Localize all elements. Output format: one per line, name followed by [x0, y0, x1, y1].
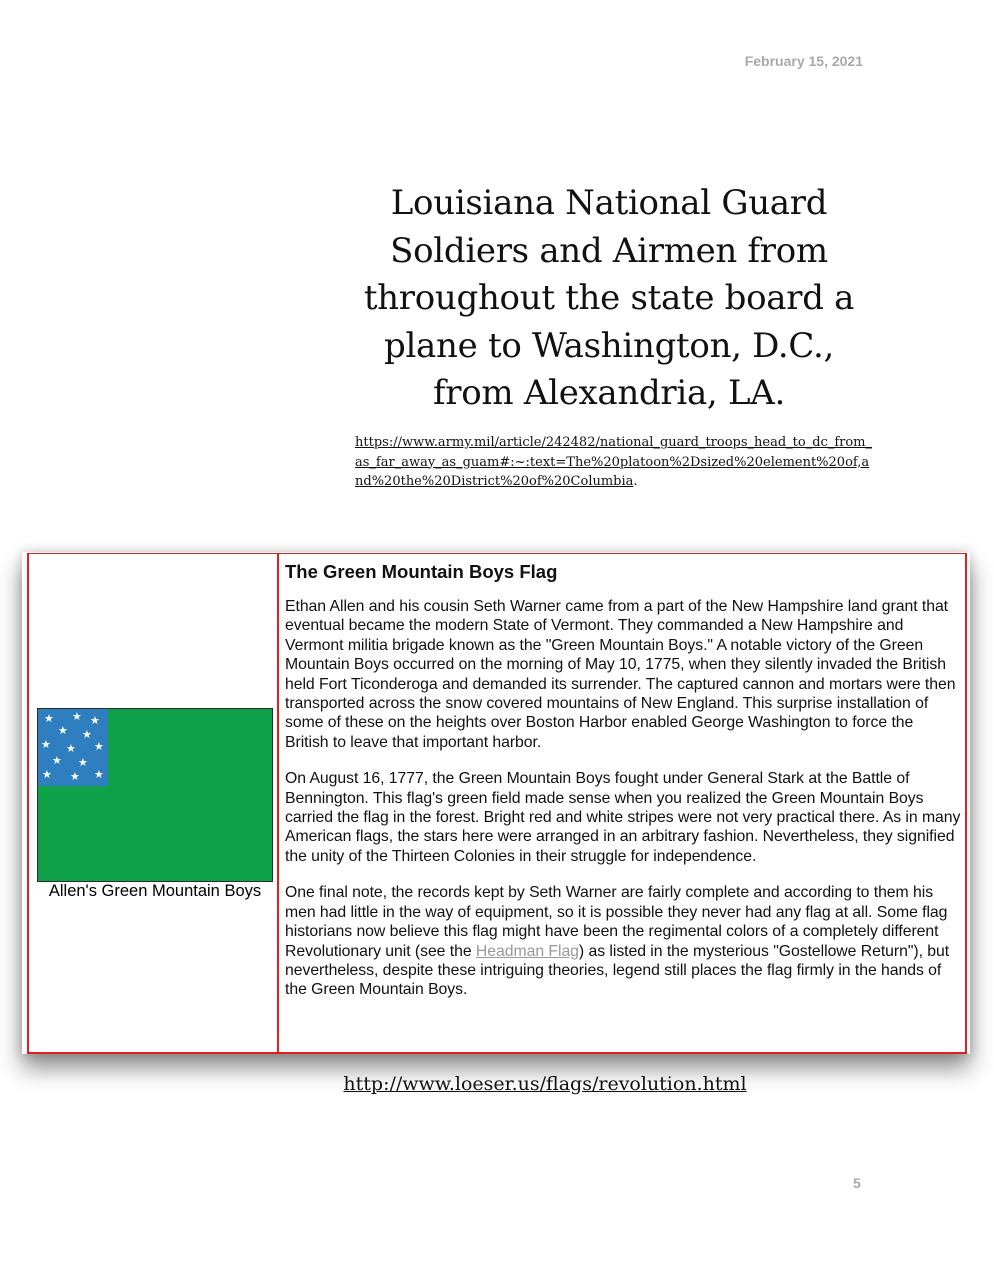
article-title: Louisiana National Guard Soldiers and Airmen from throughout the state board a plane to Washington, D.C., from Alexandria, LA.	[363, 183, 855, 413]
green-mountain-boys-flag	[37, 708, 273, 882]
star-icon: ★	[78, 756, 88, 769]
paragraph-3-after: ) as listed in the mysterious "Gostellowe Return"), but nevertheless, despite these intriguing theories, legend still places the flag firmly in the hands of the Green Mountain Boys.	[285, 942, 950, 999]
paragraph-1: Ethan Allen and his cousin Seth Warner came from a part of the New Hampshire land grant that eventual became the modern State of Vermont. They commanded a New Hampshire and Vermont militia brigade known as the "Green Mountain Boys." A notable victory of the Green Mountain Boys occurred on the morning of May 10, 1775, when they silently invaded the British held Fort Ticonderoga and demanded its surrender. The captured cannon and mortars were then transported across the snow covered mountains of New England. This surprise installation of some of these on the heights over Boston Harbor enabled George Washington to force the British to leave that important harbor.	[285, 598, 956, 751]
figure-heading: The Green Mountain Boys Flag	[285, 561, 558, 582]
figure-source-link[interactable]: http://www.loeser.us/flags/revolution.html	[343, 1073, 747, 1095]
star-icon: ★	[41, 738, 51, 751]
flag-caption: Allen's Green Mountain Boys	[48, 882, 262, 900]
star-icon: ★	[70, 770, 80, 783]
star-icon: ★	[82, 728, 92, 741]
page-number: 5	[853, 1175, 861, 1191]
source-citation	[355, 433, 875, 492]
star-icon: ★	[72, 710, 82, 723]
source-url-link[interactable]: https://www.army.mil/article/242482/national_guard_troops_head_to_dc_from_as_far_away_as_guam#:~:text=The%20platoon%2Dsized%20element%20of,and%20the%20District%20of%20Columbia	[355, 435, 873, 489]
star-icon: ★	[44, 712, 54, 725]
flag-figure-screenshot	[22, 552, 970, 1054]
figure-table-frame	[27, 553, 967, 1054]
star-icon: ★	[66, 742, 76, 755]
paragraph-3	[285, 883, 961, 999]
flag-description	[285, 561, 961, 1017]
star-icon: ★	[90, 714, 100, 727]
flag-canton	[38, 709, 108, 786]
star-icon: ★	[42, 768, 52, 781]
paragraph-3-before: One final note, the records kept by Seth Warner are fairly complete and according to them his men had little in the way of equipment, so it is possible they never had any flag at all. Some flag historians now believe this flag might have been the regimental colors of a completely different Revolutionary unit (see the	[285, 884, 948, 960]
star-icon: ★	[52, 754, 62, 767]
citation-period: .	[633, 474, 638, 489]
figure-source	[0, 1073, 994, 1095]
column-divider	[277, 554, 279, 1052]
star-icon: ★	[94, 740, 104, 753]
star-icon: ★	[94, 768, 104, 781]
document-date: February 15, 2021	[744, 53, 863, 69]
paragraph-2: On August 16, 1777, the Green Mountain Boys fought under General Stark at the Battle of Bennington. This flag's green field made sense when you realized the Green Mountain Boys carried the flag in the forest. Bright red and white stripes were not very practical there. As in many American flags, the stars here were arranged in an arbitrary fashion. Nevertheless, they signified the unity of the Thirteen Colonies in their struggle for independence.	[285, 770, 961, 865]
star-icon: ★	[58, 724, 68, 737]
headman-flag-link[interactable]: Headman Flag	[475, 942, 579, 960]
